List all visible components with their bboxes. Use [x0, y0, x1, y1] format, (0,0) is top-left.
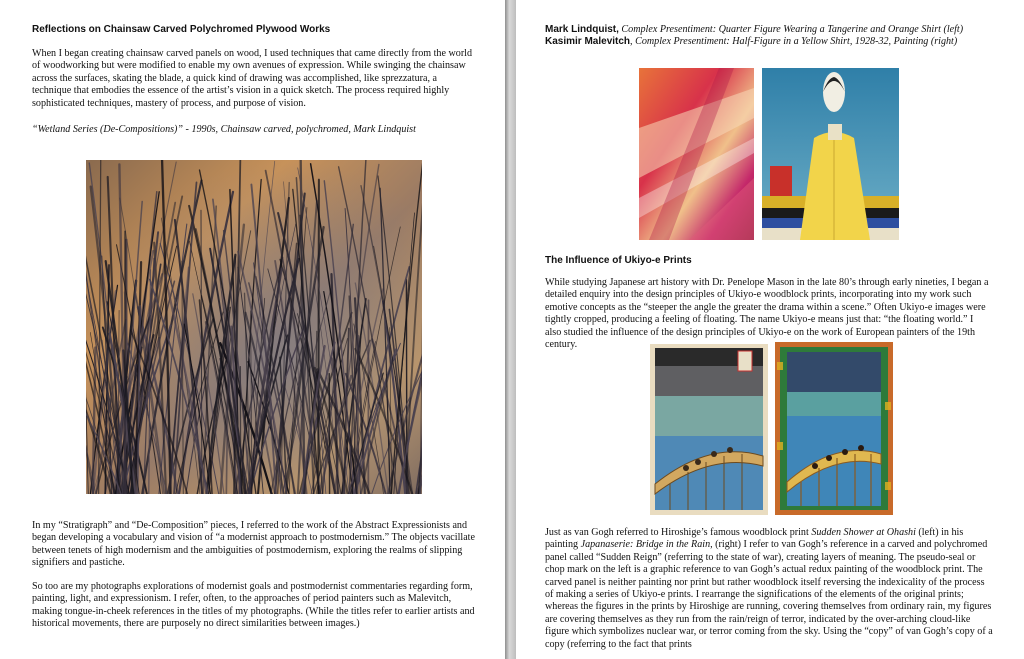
- ukiyo-e-paragraph: While studying Japanese art history with Dr. Penelope Mason in the late 80’s through early nineties, I began a detailed enquiry into the design principles of Ukiyo-e woodblock prints, incorporating into my work such emotive concepts as the “steeper the angle the greater the drama within a scene.” Often Ukiyo-e images were tightly cropped, producing a feeling of floating. The name Ukiyo-e means just that: “the floating world.” I also studied the influence of the design principles of Ukiyo-e on the work of European painters of the 19th century.: [545, 277, 989, 351]
- caption-line-1: [545, 24, 1015, 36]
- grass-stroke: [318, 180, 319, 494]
- lindquist-photo: [639, 68, 754, 240]
- grass-stroke: [357, 336, 358, 494]
- page-gutter: [505, 0, 516, 659]
- hiroshige-title: Sudden Shower at Ohashi: [811, 527, 916, 538]
- right-page: [516, 0, 1024, 659]
- van-gogh-text-3: (right) I refer to van Gogh’s reference in a carved and polychromed panel called “Sudden Reign” (referring to the state of war), creating layers of meaning. The pseudo-seal or chop mark on the left is a graphic reference to van Gogh’s actual redux painting of the woodblock print. The carved panel is neither painting nor print but rather woodblock itself reversing the indexicality of the process of making a series of Ukiyo-e prints. I rearrange the significations of the elements of the original prints; whereas the figures in the prints by Hiroshige are running, covering themselves from ordinary rain, my figures are covering themselves as they run from the rain/reign of terror, indicated by the over-arching cloud-like figure which symbolizes nuclear war, or terror coming from the sky. Using the “copy” of van Gogh’s copy of a copy (referring to the fact that prints: [545, 539, 993, 650]
- van-gogh-painting-image: [775, 342, 893, 515]
- photographs-paragraph: So too are my photographs explorations of modernist goals and postmodernist commentaries regarding form, painting, light, and expressionism. I refer, often, to the approaches of period painters such as Malevitch, making tongue-in-cheek references in the titles of my photographs. (While the titles refer to earlier artists and historical movements, there are purposely no direct similarities between images.): [32, 581, 475, 630]
- malevitch-painting: [762, 68, 899, 240]
- caption-title-lindquist: Complex Presentiment: Quarter Figure Wearing a Tangerine and Orange Shirt (left): [618, 24, 964, 35]
- stratigraph-paragraph: In my “Stratigraph” and “De-Composition” pieces, I referred to the work of the Abstract Expressionists and began developing a vocabulary and vision of “a modernist approach to postmodernism.” The objects vacillate between tenets of high modernism and the ambiguities of postmodernism, exploring the realms of slipping signifiers and pastiche.: [32, 520, 475, 569]
- hiroshige-print-image: [650, 344, 768, 515]
- caption-title-malevitch: , Complex Presentiment: Half-Figure in a Yellow Shirt, 1928-32, Painting (right): [630, 36, 958, 47]
- caption-artist-malevitch: Kasimir Malevitch: [545, 36, 631, 47]
- van-gogh-paragraph: [545, 527, 995, 651]
- page-title: Reflections on Chainsaw Carved Polychromed Plywood Works: [32, 24, 331, 35]
- japanaserie-title: Japanaserie: Bridge in the Rain,: [580, 539, 713, 551]
- wetland-artwork-image: [86, 160, 422, 494]
- hiroshige-print: [650, 344, 768, 515]
- malevitch-painting-image: [762, 68, 899, 240]
- caption-line-2: [545, 36, 1015, 48]
- lindquist-photo-image: [639, 68, 754, 240]
- caption-artist-lindquist: Mark Lindquist,: [545, 24, 619, 35]
- van-gogh-text-1: Just as van Gogh referred to Hiroshige’s famous woodblock print: [545, 527, 812, 538]
- artwork-caption: “Wetland Series (De-Compositions)” - 1990s, Chainsaw carved, polychromed, Mark Lindquist: [32, 124, 416, 135]
- left-page: [0, 0, 505, 659]
- intro-paragraph: When I began creating chainsaw carved panels on wood, I used techniques that came directly from the world of woodworking but were modified to enable my own avenues of expression. While swinging the chainsaw across the surfaces, skating the blade, a quick kind of drawing was accomplished, like sprezzatura, a technique that embodies the essence of the artist’s vision in a quick sketch. The process required highly sophisticated techniques, mastery of process, and purpose of vision.: [32, 48, 473, 109]
- wetland-series-artwork: [86, 160, 422, 494]
- ukiyo-e-heading: The Influence of Ukiyo-e Prints: [545, 255, 692, 266]
- van-gogh-text-2: (left) in his painting: [545, 527, 964, 551]
- van-gogh-painting: [775, 342, 893, 515]
